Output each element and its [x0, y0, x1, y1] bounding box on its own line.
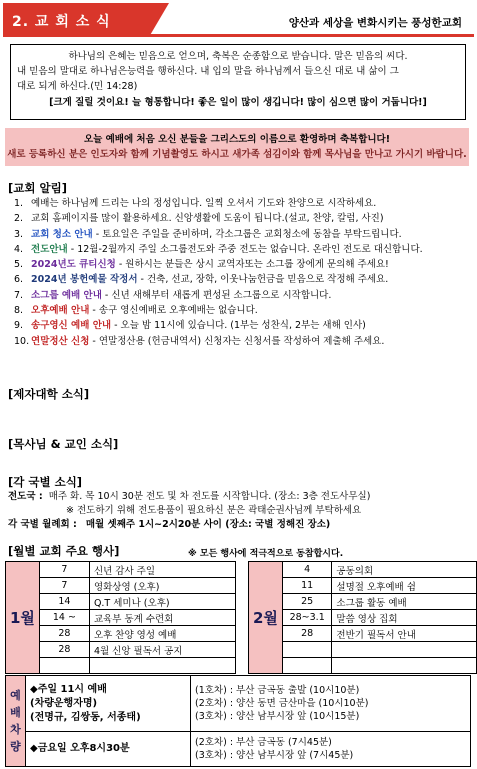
table-row: 7 영화상영 (오후) [6, 578, 236, 594]
table-row: 2월 4 공동의회 [249, 562, 477, 578]
table-row [6, 676, 471, 732]
evangelism-note: ※ 전도하기 위해 전도용품이 필요하신 분은 곽태순권사님께 부탁하세요 [66, 505, 362, 516]
table-row [249, 658, 477, 674]
table-row: 25 소그룹 활동 예배 [249, 594, 477, 610]
mission-title: [각 국별 소식] [8, 475, 83, 489]
list-item: 6. 2024년 봉헌예물 작정서 - 건축, 선교, 장학, 이웃나눔헌금을 믿음으로 작정해 주세요. [14, 274, 389, 286]
welcome-banner [5, 128, 469, 166]
list-item: 9. 송구영신 예배 안내 - 오늘 밤 11시에 있습니다. (1부는 성찬식, 2부는 새해 인사) [14, 320, 366, 332]
list-item: 5. 2024년도 큐티신청 - 원하시는 분들은 상시 교역자또는 소그룹 장에게 문의해 주세요! [14, 259, 389, 271]
january-label: 1월 [6, 562, 40, 674]
table-row: 28 오후 찬양 영성 예배 [6, 626, 236, 642]
vehicle-label: 예배차량 [6, 676, 26, 767]
table-row: 1월 7 신년 감사 주일 [6, 562, 236, 578]
scripture-line: 대로 되게 하신다.(민 14:28) [17, 81, 138, 92]
route-line: (3호차) : 양산 남부시장 앞 (7시45분) [195, 750, 354, 762]
table-row: 14 ~ 교육부 동계 수련회 [6, 610, 236, 626]
route-line: (2호차) : 양산 동면 금산마을 (10시10분) [195, 698, 369, 710]
sunday-driver: (차량운행자명) [30, 697, 98, 709]
schedule-title: [월별 교회 주요 행사] [8, 544, 120, 558]
header-rule [3, 34, 474, 37]
monthly-label: 각 국별 월례회 : [8, 519, 77, 530]
table-row: 28 전반기 필독서 안내 [249, 626, 477, 642]
list-item: 2. 교회 홈페이지를 많이 활용하세요. 신앙생활에 도움이 됩니다.(설교, 찬양, 칼럼, 사진) [14, 213, 384, 225]
list-item: 3. 교회 청소 안내 - 토요일은 주일을 준비하며, 각소그룹은 교회청소에 동참을 부탁드립니다. [14, 228, 402, 240]
scripture-box [10, 44, 466, 120]
section-header [3, 3, 474, 37]
list-item: 1. 예배는 하나님께 드리는 나의 정성입니다. 일찍 오셔서 기도와 찬양으로 시작하세요. [14, 198, 377, 209]
evangelism-text: 매주 화. 목 10시 30분 전도 및 차 전도를 시작합니다. (장소: 3층 전도사무실) [48, 491, 371, 502]
february-schedule [248, 561, 477, 674]
church-tagline: 양산과 세상을 변화시키는 풍성한교회 [288, 17, 462, 29]
header-slant [149, 3, 169, 37]
notices-list [14, 196, 469, 349]
january-schedule [5, 561, 236, 674]
table-row: 28 4월 신앙 필독서 공지 [6, 642, 236, 658]
schedule-note: ※ 모든 행사에 적극적으로 동참합시다. [188, 549, 344, 559]
list-item: 8. 오후예배 안내 - 송구 영신예배로 오후예배는 없습니다. [14, 305, 258, 317]
evangelism-label: 전도국 : [8, 491, 43, 502]
welcome-line: 새로 등록하신 분은 인도자와 함께 기념촬영도 하시고 새가족 섬김이와 함께 목사님을 만나고 가시기 바랍니다. [7, 149, 467, 160]
disciple-title: [제자대학 소식] [8, 387, 90, 401]
table-row [249, 642, 477, 658]
february-label: 2월 [249, 562, 283, 674]
table-row: 14 Q.T 세미나 (오후) [6, 594, 236, 610]
list-item: 7. 소그룹 예배 안내 - 신년 새해부터 새롭게 편성된 소그룹으로 시작합니다. [14, 289, 332, 301]
welcome-line: 오늘 예배에 처음 오신 분들을 그리스도의 이름으로 환영하며 축복합니다! [83, 134, 391, 145]
list-item: 4. 전도안내 - 12월-2월까지 주일 소그룹전도와 주중 전도는 없습니다. 온라인 전도로 대신합니다. [14, 243, 423, 255]
sunday-service: ◆주일 11시 예배 [30, 683, 107, 695]
section-label: 2. 교 회 소 식 [3, 3, 149, 37]
table-row: 28~3.1 말씀 영상 집회 [249, 610, 477, 626]
pastor-title: [목사님 & 교인 소식] [8, 437, 119, 451]
table-row: 11 설명절 오후예배 쉼 [249, 578, 477, 594]
route-line: (2호차) : 부산 금곡동 (7시45분) [195, 737, 332, 749]
list-item: 10. 연말정산 신청 - 연말정산용 (헌금내역서) 신청자는 신청서를 작성하여 제출해 주세요. [14, 335, 385, 347]
monthly-text: 매월 셋째주 1시~2시20분 사이 (장소: 국별 정해진 장소) [85, 519, 331, 530]
sunday-names: (전명규, 김쌍동, 서종태) [30, 711, 141, 723]
mission-section [8, 490, 468, 532]
scripture-line: 내 믿음의 말대로 하나님은능력을 행하신다. 내 입의 말을 하나님께서 들으신 대로 내 삶이 그 [17, 66, 399, 77]
route-line: (3호차) : 양산 남부시장 앞 (10시15분) [195, 711, 360, 723]
scripture-declaration: [크게 질릴 것이요! 늘 형통합니다! 좋은 일이 많이 생깁니다! 많이 심으면 많이 거둡니다!] [49, 97, 427, 108]
route-line: (1호차) : 부산 금곡동 출발 (10시10분) [195, 685, 360, 697]
friday-service: ◆금요일 오후8시30분 [26, 732, 191, 767]
scripture-line: 하나님의 은혜는 믿음으로 얻으며, 축복은 순종함으로 받습니다. 말은 믿음의 씨다. [68, 51, 408, 62]
vehicle-schedule [5, 675, 471, 767]
table-row [6, 658, 236, 674]
table-row [6, 732, 471, 767]
notices-title: [교회 알림] [8, 181, 67, 195]
